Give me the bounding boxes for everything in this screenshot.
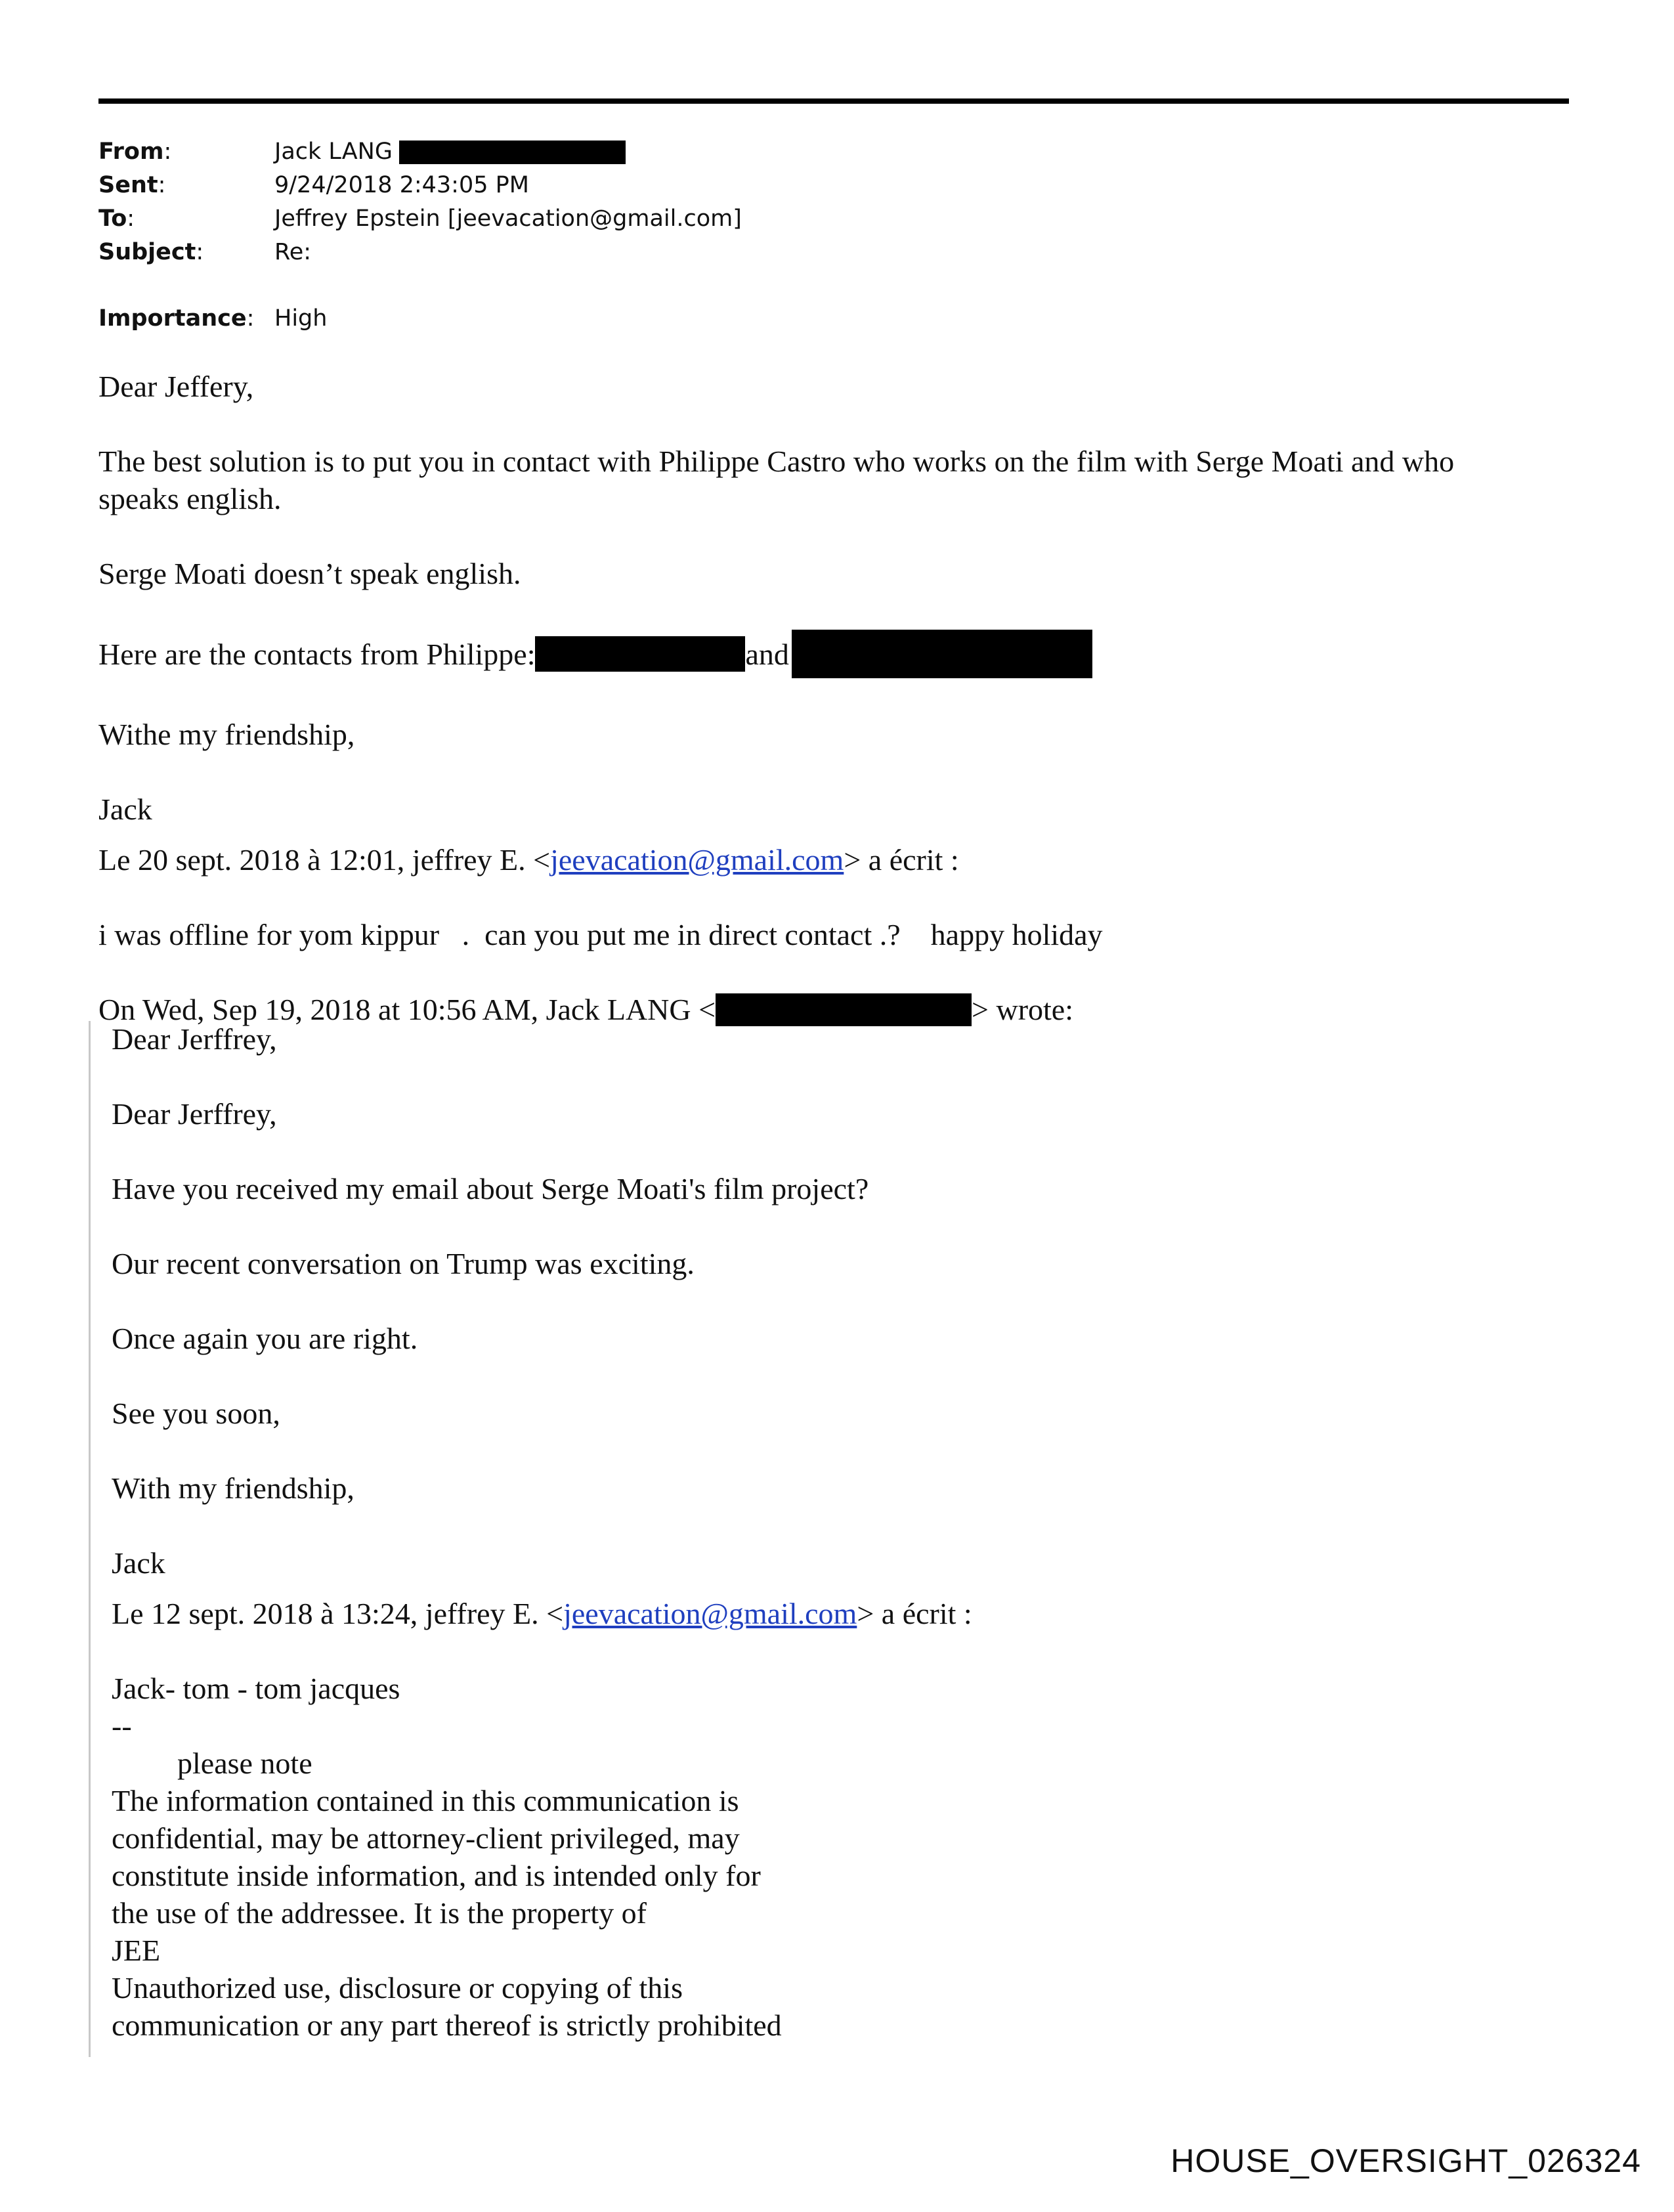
signature: Jack bbox=[98, 792, 152, 826]
original-header: On Wed, Sep 19, 2018 at 10:56 AM, Jack LANG < > wrote: bbox=[98, 993, 1074, 1026]
email-link[interactable]: jeevacation@gmail.com bbox=[563, 1597, 857, 1630]
disclaimer-line: communication or any part thereof is strictly prohibited bbox=[112, 2008, 782, 2042]
paragraph-contacts: Here are the contacts from Philippe: and bbox=[98, 630, 1454, 678]
from-value: Jack LANG bbox=[274, 139, 393, 165]
header-rule bbox=[98, 98, 1569, 104]
quoted-closing: With my friendship, bbox=[112, 1471, 354, 1505]
paragraph-moati: Serge Moati doesn’t speak english. bbox=[98, 557, 521, 590]
quoted-message bbox=[112, 1020, 972, 2044]
disclaimer-line: The information contained in this communication is bbox=[112, 1784, 739, 1817]
reply-header-sept20: Le 20 sept. 2018 à 12:01, jeffrey E. <jeevacation@gmail.com> a écrit : bbox=[98, 843, 959, 877]
to-label: To bbox=[98, 206, 127, 232]
quoted-greeting-2: Dear Jerffrey, bbox=[112, 1097, 277, 1131]
subject-value: Re: bbox=[274, 239, 312, 265]
redacted-contact-1 bbox=[535, 636, 745, 672]
from-row: From: Jack LANG bbox=[98, 135, 742, 169]
subject-row: Subject: Re: bbox=[98, 236, 742, 269]
to-value: Jeffrey Epstein [jeevacation@gmail.com] bbox=[274, 206, 742, 232]
quoted-paragraph-4: See you soon, bbox=[112, 1397, 280, 1430]
from-label: From bbox=[98, 139, 164, 165]
disclaimer bbox=[112, 1782, 972, 2044]
redacted-contact-2 bbox=[792, 630, 1092, 678]
paragraph-solution: The best solution is to put you in contact with Philippe Castro who works on the film with Serge Moati and who speaks english. bbox=[98, 445, 1455, 515]
subject-label: Subject bbox=[98, 239, 196, 265]
closing: Withe my friendship, bbox=[98, 718, 355, 751]
sent-label: Sent bbox=[98, 172, 158, 198]
quoted-signature: Jack bbox=[112, 1546, 165, 1580]
disclaimer-line: JEE bbox=[112, 1934, 161, 1967]
email-link[interactable]: jeevacation@gmail.com bbox=[550, 843, 844, 877]
importance-label: Importance bbox=[98, 305, 247, 332]
quoted-paragraph-1: Have you received my email about Serge Moati's film project? bbox=[112, 1172, 869, 1205]
quoted-reply-text: Jack- tom - tom jacques bbox=[112, 1672, 400, 1705]
disclaimer-line: Unauthorized use, disclosure or copying of this bbox=[112, 1971, 683, 2005]
to-row: To: Jeffrey Epstein [jeevacation@gmail.com] bbox=[98, 202, 742, 236]
signature-separator: -- bbox=[112, 1709, 132, 1743]
quoted-paragraph-3: Once again you are right. bbox=[112, 1322, 418, 1355]
sent-row: Sent: 9/24/2018 2:43:05 PM bbox=[98, 169, 742, 202]
quoted-paragraph-2: Our recent conversation on Trump was exciting. bbox=[112, 1247, 695, 1280]
email-header bbox=[98, 135, 742, 336]
redacted-from-email bbox=[399, 141, 626, 164]
importance-row: Importance: High bbox=[98, 302, 742, 336]
reply-text: i was offline for yom kippur . can you put me in direct contact .? happy holiday bbox=[98, 918, 1103, 951]
greeting: Dear Jeffery, bbox=[98, 370, 254, 403]
disclaimer-line: confidential, may be attorney-client privileged, may bbox=[112, 1821, 740, 1855]
disclaimer-line: constitute inside information, and is intended only for bbox=[112, 1859, 761, 1892]
note-title: please note bbox=[177, 1746, 312, 1780]
importance-value: High bbox=[274, 305, 328, 332]
quoted-greeting-1: Dear Jerffrey, bbox=[112, 1022, 277, 1056]
quoted-reply-header: Le 12 sept. 2018 à 13:24, jeffrey E. <jeevacation@gmail.com> a écrit : bbox=[112, 1597, 972, 1630]
sent-value: 9/24/2018 2:43:05 PM bbox=[274, 172, 529, 198]
disclaimer-line: the use of the addressee. It is the property of bbox=[112, 1896, 647, 1930]
message-body bbox=[98, 368, 1454, 1028]
bates-number: HOUSE_OVERSIGHT_026324 bbox=[1170, 2142, 1641, 2179]
